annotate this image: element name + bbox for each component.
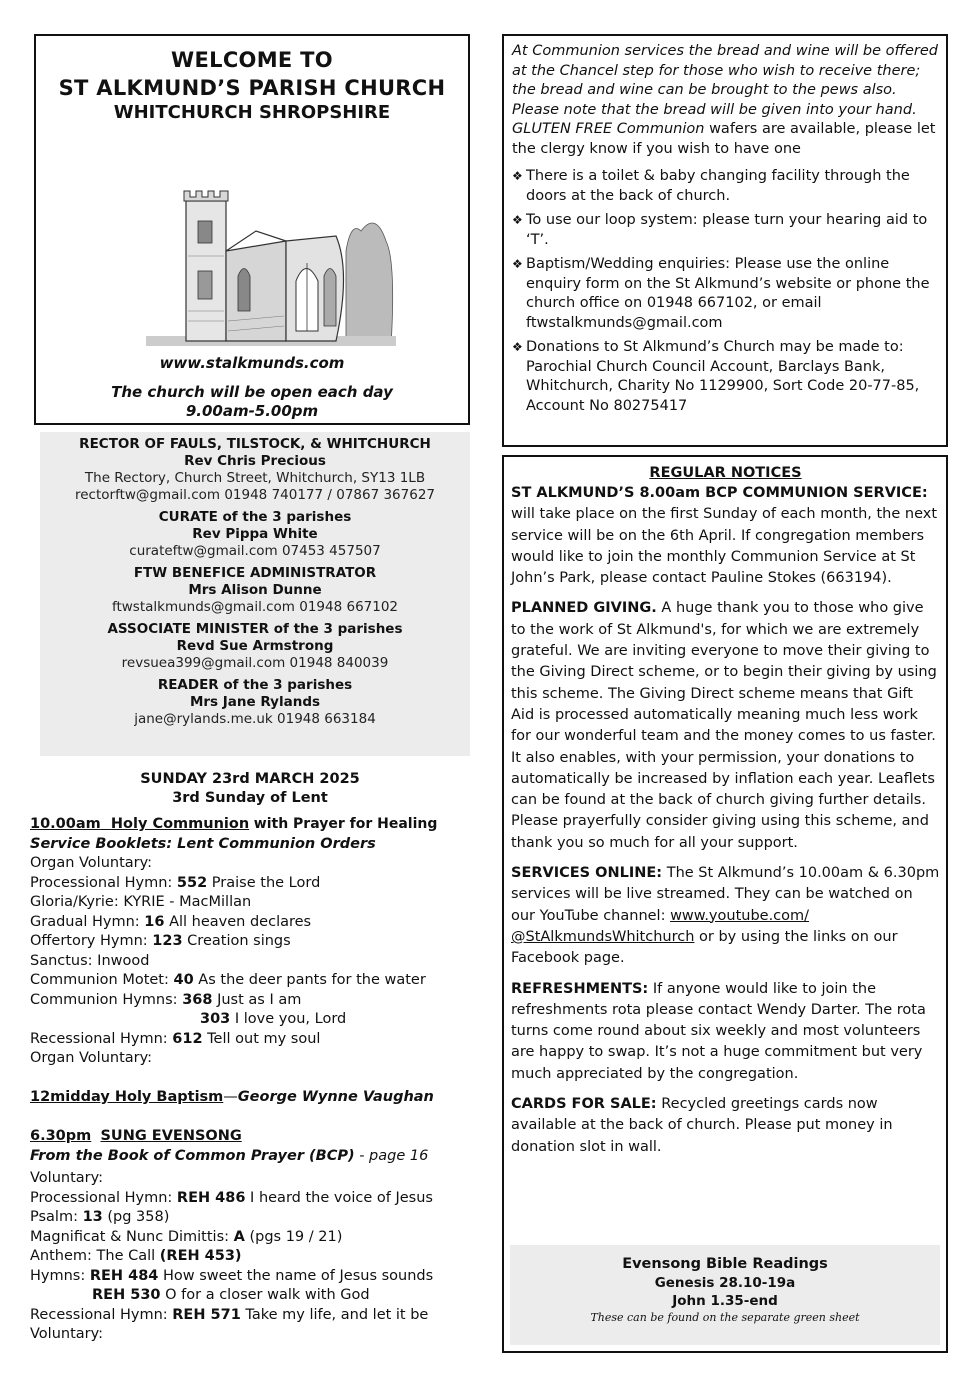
hymn-number: REH 486: [176, 1189, 246, 1206]
sunday-date: SUNDAY 23rd MARCH 2025: [140, 771, 360, 787]
notice-text: will take place on the first Sunday of each month, the next service will be on the 6th April. If congregation members would like to join the monthly Communion Service at St John’s Park, please contact Pauline Stokes (663194).: [511, 506, 938, 587]
communion-italic-text: At Communion services the bread and wine will be offered at the Chancel step for those who wish to receive there; the bread and wine can be brought to the pews also. Please note that the bread will be given into your hand. GLUTEN FREE Communion: [512, 43, 938, 137]
bullet-text: Donations to St Alkmund’s Church may be made to: Parochial Church Council Account, Barclays Bank, Whitchurch, Charity No 1129900, Sort Code 20-77-85, Account No 80275417: [526, 339, 920, 414]
hymn-label: Gradual Hymn:: [30, 913, 145, 930]
contact-name: Rev Pippa White: [192, 526, 318, 542]
contact-email-phone: jane@rylands.me.uk 01948 663184: [134, 711, 376, 727]
hymn-label: Communion Motet:: [30, 972, 174, 988]
contact-role: READER of the 3 parishes: [157, 677, 353, 693]
notice-text: A huge thank you to those who give to the work of St Alkmund's, for which we are extremely grateful. We are inviting everyone to move their giving to the Giving Direct scheme, or to begin their giving by using this scheme. The Giving Direct scheme means that Gift Aid is processed automatically meaning much less work for our wonderful team and the money comes to us faster. It also enables, with your permission, your donations to automatically be increased by inflation each year. Leaflets can be found at the back of church giving further details. Please prayerfully consider giving using this scheme, and thank you so much for all your support.: [511, 600, 937, 851]
notice-text: The St Alkmund’s 10.00am & 6.30pm services will be live streamed. They can be watched on our YouTube channel:: [511, 865, 940, 924]
hymn-label: Recessional Hymn:: [30, 1030, 173, 1047]
notice-title: SERVICES ONLINE:: [511, 865, 663, 882]
notice-bcp-communion: [511, 483, 940, 589]
gradual-hymn: [30, 913, 480, 933]
church-location: WHITCHURCH SHROPSHIRE: [113, 102, 391, 123]
hymn-number: REH 571: [172, 1306, 241, 1323]
notice-title: PLANNED GIVING.: [511, 600, 657, 617]
hymn-number: 40: [173, 972, 194, 988]
psalm: [30, 1208, 480, 1228]
offertory-hymn: [30, 932, 480, 952]
notice-title: ST ALKMUND’S 8.00am BCP COMMUNION SERVICE:: [511, 485, 928, 501]
bullet-text: To use our loop system: please turn your hearing aid to ‘T’.: [526, 212, 928, 248]
contact-role: ASSOCIATE MINISTER of the 3 parishes: [107, 621, 403, 637]
evensong-hymn-2: [30, 1286, 480, 1306]
notice-title: CARDS FOR SALE:: [511, 1096, 657, 1113]
hymn-title: How sweet the name of Jesus sounds: [158, 1267, 434, 1284]
anthem-number: (REH 453): [159, 1248, 242, 1264]
opening-hours: 9.00am-5.00pm: [185, 402, 319, 420]
clergy-contacts-panel: [40, 432, 470, 756]
contact-email-phone: revsuea399@gmail.com 01948 840039: [121, 655, 389, 671]
hymn-title: As the deer pants for the water: [193, 972, 426, 988]
notice-title: REFRESHMENTS:: [511, 980, 649, 997]
baptism-dash: —: [223, 1089, 238, 1105]
psalm-label: Psalm:: [30, 1209, 83, 1225]
info-bullet-loop: [512, 211, 939, 250]
readings-title: Evensong Bible Readings: [622, 1256, 828, 1272]
hymn-number: 303: [200, 1011, 231, 1027]
magnificat: [30, 1228, 480, 1248]
contact-associate-minister: [40, 621, 470, 672]
hymn-number: REH 484: [89, 1267, 159, 1284]
bcp-page: - page 16: [354, 1147, 429, 1164]
notice-services-online: [511, 863, 940, 969]
recessional-hymn: [30, 1306, 480, 1326]
hymn-title: I heard the voice of Jesus: [245, 1189, 433, 1206]
hymn-title: O for a closer walk with God: [160, 1287, 370, 1303]
magnificat-setting: A: [233, 1228, 245, 1245]
magnificat-pages: (pgs 19 / 21): [244, 1228, 343, 1245]
evensong-heading: [30, 1127, 480, 1147]
organ-voluntary: Organ Voluntary:: [30, 855, 153, 871]
contact-name: Mrs Alison Dunne: [188, 582, 322, 598]
evensong-hymns: [30, 1267, 480, 1287]
hymn-number: 612: [172, 1030, 203, 1047]
sunday-title: 3rd Sunday of Lent: [172, 790, 328, 806]
evensong-bcp: [30, 1147, 480, 1167]
recessional-hymn: [30, 1030, 480, 1050]
readings-note: These can be found on the separate green sheet: [590, 1311, 860, 1324]
notice-planned-giving: [511, 598, 940, 854]
service-time: 6.30pm: [30, 1128, 92, 1144]
hymn-number: 368: [182, 991, 213, 1008]
service-time: 10.00am: [30, 816, 101, 832]
reading-1: Genesis 28.10-19a: [654, 1275, 796, 1291]
contact-administrator: [40, 565, 470, 616]
hymn-label: Hymns:: [30, 1267, 90, 1284]
baptism-title: 12midday Holy Baptism: [30, 1089, 224, 1105]
service-suffix: with Prayer for Healing: [253, 816, 438, 832]
diamond-bullet-icon: ❖: [512, 213, 523, 227]
service-name: SUNG EVENSONG: [100, 1128, 242, 1144]
hymn-label: Processional Hymn:: [30, 874, 177, 891]
contact-role: CURATE of the 3 parishes: [158, 509, 352, 525]
contact-address: The Rectory, Church Street, Whitchurch, SY13 1LB: [84, 470, 426, 486]
hymn-number: REH 530: [92, 1287, 161, 1303]
diamond-bullet-icon: ❖: [512, 340, 523, 354]
contact-email-phone: rectorftw@gmail.com 01948 740177 / 07867 367627: [74, 487, 436, 503]
evensong-readings-panel: [510, 1245, 940, 1345]
psalm-number: 13: [82, 1209, 103, 1225]
baptism-name: George Wynne Vaughan: [237, 1089, 434, 1105]
hymn-title: Take my life, and let it be: [240, 1306, 429, 1323]
hymn-number: 123: [152, 933, 183, 949]
magnificat-label: Magnificat & Nunc Dimittis:: [30, 1228, 234, 1245]
opening-text: The church will be open each day: [111, 383, 393, 401]
anthem: [30, 1247, 480, 1267]
communion-info-text: [512, 42, 939, 159]
holy-communion-heading: [30, 815, 480, 835]
notice-refreshments: [511, 979, 940, 1085]
organ-voluntary-closing: Organ Voluntary:: [30, 1050, 153, 1066]
hymn-label: Recessional Hymn:: [30, 1306, 173, 1323]
sanctus: Sanctus: Inwood: [30, 952, 150, 969]
hymn-title: Creation sings: [182, 933, 291, 949]
communion-motet: [30, 971, 480, 991]
hymn-title: I love you, Lord: [230, 1011, 347, 1027]
reading-2: John 1.35-end: [672, 1293, 778, 1309]
contact-reader: [40, 677, 470, 728]
contact-role: RECTOR OF FAULS, TILSTOCK, & WHITCHURCH: [79, 436, 431, 452]
hymn-number: 552: [176, 874, 208, 891]
hymn-title: All heaven declares: [164, 913, 312, 930]
notice-text: If anyone would like to join the refreshments rota please contact Wendy Darter. The rota turns come round about six weekly and most volunteers are happy to swap. It’s not a huge commitment but very much appreciated by the congregation.: [511, 980, 926, 1082]
church-name: ST ALKMUND’S PARISH CHURCH: [58, 76, 446, 100]
contact-email-phone: ftwstalkmunds@gmail.com 01948 667102: [111, 599, 399, 615]
contact-rector: [40, 436, 470, 504]
hymn-label: Processional Hymn:: [30, 1189, 177, 1206]
info-bullet-baptism: [512, 255, 939, 333]
notice-text: or by using the links on our Facebook page.: [511, 928, 898, 967]
notices-heading: REGULAR NOTICES: [649, 465, 802, 481]
voluntary-closing: Voluntary:: [30, 1326, 104, 1342]
diamond-bullet-icon: ❖: [512, 169, 523, 183]
hymn-title: Tell out my soul: [202, 1030, 321, 1047]
info-bullet-donations: [512, 338, 939, 416]
welcome-heading: WELCOME TO: [171, 48, 333, 72]
info-bullet-toilet: [512, 167, 939, 206]
website-text: www.stalkmunds.com: [159, 354, 345, 372]
baptism-heading: [30, 1088, 480, 1108]
regular-notices-box: [502, 455, 948, 1353]
contact-email-phone: curateftw@gmail.com 07453 457507: [129, 543, 381, 559]
anthem-label: Anthem: The Call: [30, 1248, 160, 1264]
service-name: Holy Communion: [110, 816, 250, 832]
communion-plain-text: wafers are available, please let the clergy know if you wish to have one: [512, 121, 936, 157]
contact-name: Revd Sue Armstrong: [176, 638, 334, 654]
communion-info-box: [502, 34, 948, 447]
diamond-bullet-icon: ❖: [512, 257, 523, 271]
service-booklets: Service Booklets: Lent Communion Orders: [30, 835, 376, 852]
welcome-box: [34, 34, 470, 425]
notice-text: Recycled greetings cards now available at the back of church. Please put money in donation slot in wall.: [511, 1096, 893, 1155]
youtube-link[interactable]: www.youtube.com/ @StAlkmundsWhitchurch: [511, 907, 810, 945]
processional-hymn: [30, 874, 480, 894]
church-sketch-image: [146, 161, 396, 346]
hymn-title: Just as I am: [212, 991, 302, 1008]
gloria-kyrie: Gloria/Kyrie: KYRIE - MacMillan: [30, 894, 252, 910]
communion-hymns: [30, 991, 480, 1011]
contact-name: Mrs Jane Rylands: [189, 694, 321, 710]
voluntary: Voluntary:: [30, 1170, 104, 1186]
hymn-title: Praise the Lord: [207, 874, 321, 891]
contact-name: Rev Chris Precious: [184, 453, 326, 469]
services-list: [30, 815, 480, 1345]
notice-cards-for-sale: [511, 1094, 940, 1158]
sunday-heading: [30, 770, 470, 808]
hymn-label: Communion Hymns:: [30, 991, 183, 1008]
processional-hymn: [30, 1189, 480, 1209]
communion-hymn-2: [30, 1010, 480, 1030]
hymn-number: 16: [144, 913, 165, 930]
bcp-title: From the Book of Common Prayer (BCP): [30, 1147, 355, 1164]
hymn-label: Offertory Hymn:: [30, 933, 153, 949]
bullet-text: Baptism/Wedding enquiries: Please use the online enquiry form on the St Alkmund’s website or phone the church office on 01948 667102, or email ftwstalkmunds@gmail.com: [526, 256, 930, 331]
contact-role: FTW BENEFICE ADMINISTRATOR: [133, 565, 377, 581]
contact-curate: [40, 509, 470, 560]
psalm-page: (pg 358): [102, 1209, 170, 1225]
bullet-text: There is a toilet & baby changing facility through the doors at the back of church.: [526, 168, 910, 204]
